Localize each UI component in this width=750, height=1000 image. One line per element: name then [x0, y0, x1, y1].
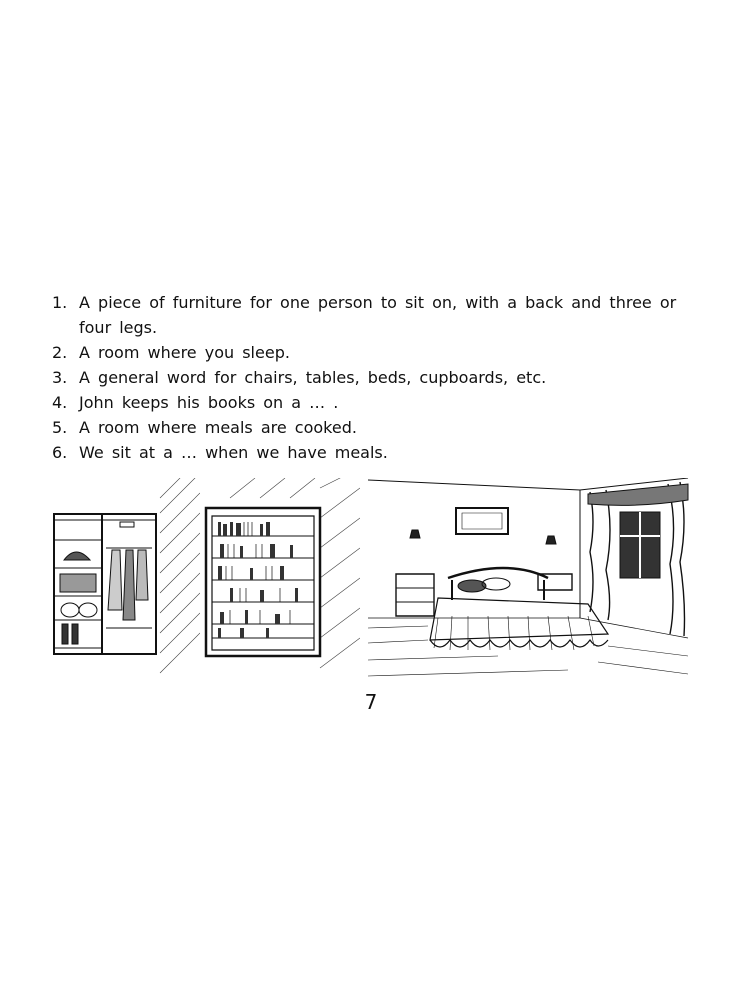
clue-text: John keeps his books on a … . [79, 393, 339, 412]
clue-number: 5. [52, 418, 68, 437]
clue-number: 1. [52, 293, 68, 312]
clue-number: 6. [52, 443, 68, 462]
clue-item [52, 340, 692, 365]
clue-text: A general word for chairs, tables, beds, cupboards, etc. [79, 368, 547, 387]
clue-text: A room where you sleep. [79, 343, 290, 362]
clue-number: 4. [52, 393, 68, 412]
page-number: 7 [364, 690, 378, 714]
clue-item [52, 415, 692, 440]
clue-list [52, 290, 692, 465]
clue-item [52, 390, 692, 415]
clue-number: 3. [52, 368, 68, 387]
clue-item [52, 290, 692, 340]
clue-text: We sit at a … when we have meals. [79, 443, 388, 462]
clue-text: A piece of furniture for one person to sit on, with a back and three or four legs. [79, 293, 677, 337]
bedroom-sketch-icon [368, 478, 690, 683]
bookcase-sketch-icon [200, 478, 360, 683]
clue-number: 2. [52, 343, 68, 362]
clue-item [52, 365, 692, 390]
clue-text: A room where meals are cooked. [79, 418, 357, 437]
wardrobe-sketch-icon [50, 478, 200, 683]
clue-item [52, 440, 692, 465]
